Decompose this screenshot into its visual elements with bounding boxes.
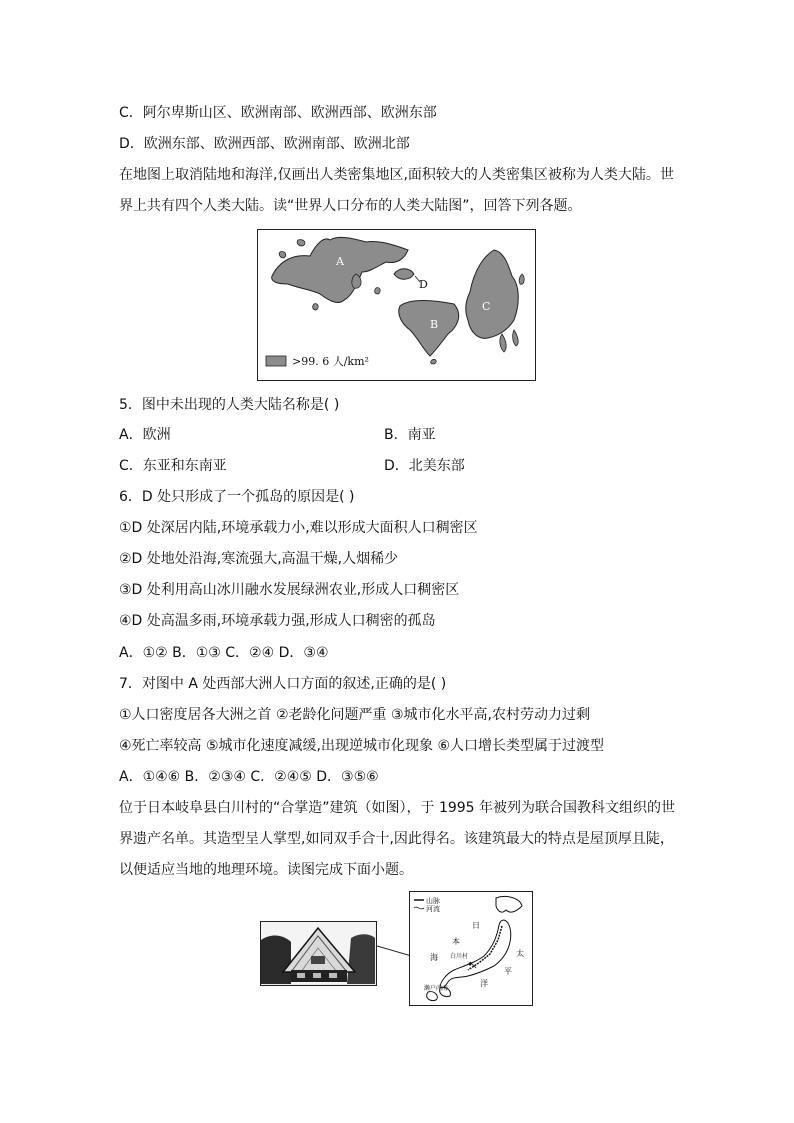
map-label-ben: 本 xyxy=(452,937,460,946)
legend-label: >99. 6 人/km² xyxy=(292,355,369,368)
q5-option-a: A．欧洲 xyxy=(119,427,171,443)
map-label-tai: 太 xyxy=(516,949,524,958)
region-d-label: D xyxy=(419,278,428,291)
q7-statements-row-2: ④死亡率较高 ⑤城市化速度减缓,出现逆城市化现象 ⑥人口增长类型属于过渡型 xyxy=(119,738,605,754)
question-5: 5．图中未出现的人类大陆名称是( ) xyxy=(119,397,340,413)
map-label-ri: 日 xyxy=(472,921,480,930)
legend-swatch xyxy=(266,356,286,366)
option-d-previous: D．欧洲东部、欧洲西部、欧洲南部、欧洲北部 xyxy=(119,136,410,152)
map-label-seto: 濑户内海 xyxy=(424,985,449,992)
human-continents-map-graphic xyxy=(258,230,534,379)
q7-options: A．①④⑥ B．②③④ C．②④⑤ D．③⑤⑥ xyxy=(119,769,379,785)
intro-paragraph-line: 界遗产名单。其造型呈人掌型,如同双手合十,因此得名。该建筑最大的特点是屋顶厚且陡， xyxy=(119,831,674,847)
map-label-yang: 洋 xyxy=(480,979,488,988)
q6-options: A．①② B．①③ C．②④ D．③④ xyxy=(119,645,329,661)
japan-map xyxy=(409,891,533,1006)
region-a-label: A xyxy=(336,255,344,268)
map-label-hai: 海 xyxy=(430,953,438,962)
human-continents-map xyxy=(257,229,536,381)
intro-paragraph-line: 界上共有四个人类大陆。读“世界人口分布的人类大陆图”，回答下列各题。 xyxy=(119,198,582,214)
question-7: 7．对图中 A 处西部大洲人口方面的叙述,正确的是( ) xyxy=(119,676,447,692)
japan-map-graphic xyxy=(410,892,531,1004)
q5-option-c: C．东亚和东南亚 xyxy=(119,458,227,474)
legend-river-label: 河流 xyxy=(426,905,440,913)
region-d-shape xyxy=(394,269,414,280)
map-label-shirakawa: 白川村 xyxy=(450,953,469,960)
q7-statements-row-1: ①人口密度居各大洲之首 ②老龄化问题严重 ③城市化水平高,农村劳动力过剩 xyxy=(119,707,591,723)
q6-statement-3: ③D 处利用高山冰川融水发展绿洲农业,形成人口稠密区 xyxy=(119,582,460,598)
legend-mountain-label: 山脉 xyxy=(426,897,440,905)
region-b-label: B xyxy=(430,318,439,331)
region-a-shape xyxy=(272,237,408,310)
q6-statement-1: ①D 处深居内陆,环境承载力小,难以形成大面积人口稠密区 xyxy=(119,520,478,536)
map-label-ping: 平 xyxy=(504,967,512,976)
option-c-previous: C．阿尔卑斯山区、欧洲南部、欧洲西部、欧洲东部 xyxy=(119,105,437,121)
gassho-house-graphic xyxy=(261,922,375,984)
q5-option-b: B．南亚 xyxy=(384,427,436,443)
q6-statement-4: ④D 处高温多雨,环境承载力强,形成人口稠密的孤岛 xyxy=(119,613,436,629)
intro-paragraph-line: 在地图上取消陆地和海洋,仅画出人类密集地区,面积较大的人类密集区被称为人类大陆。世 xyxy=(119,167,674,183)
intro-paragraph-line: 位于日本岐阜县白川村的“合掌造”建筑（如图），于 1995 年被列为联合国教科文组织的世 xyxy=(119,800,676,816)
region-c-label: C xyxy=(482,300,491,313)
q6-statement-2: ②D 处地处沿海,寒流强大,高温干燥,人烟稀少 xyxy=(119,551,399,567)
region-c-shape xyxy=(466,250,524,352)
question-6: 6．D 处只形成了一个孤岛的原因是( ) xyxy=(119,489,355,505)
q5-option-d: D．北美东部 xyxy=(384,458,465,474)
region-b-shape xyxy=(399,301,459,365)
gassho-house-photo xyxy=(260,921,377,986)
intro-paragraph-line: 以便适应当地的地理环境。读图完成下面小题。 xyxy=(119,862,413,878)
